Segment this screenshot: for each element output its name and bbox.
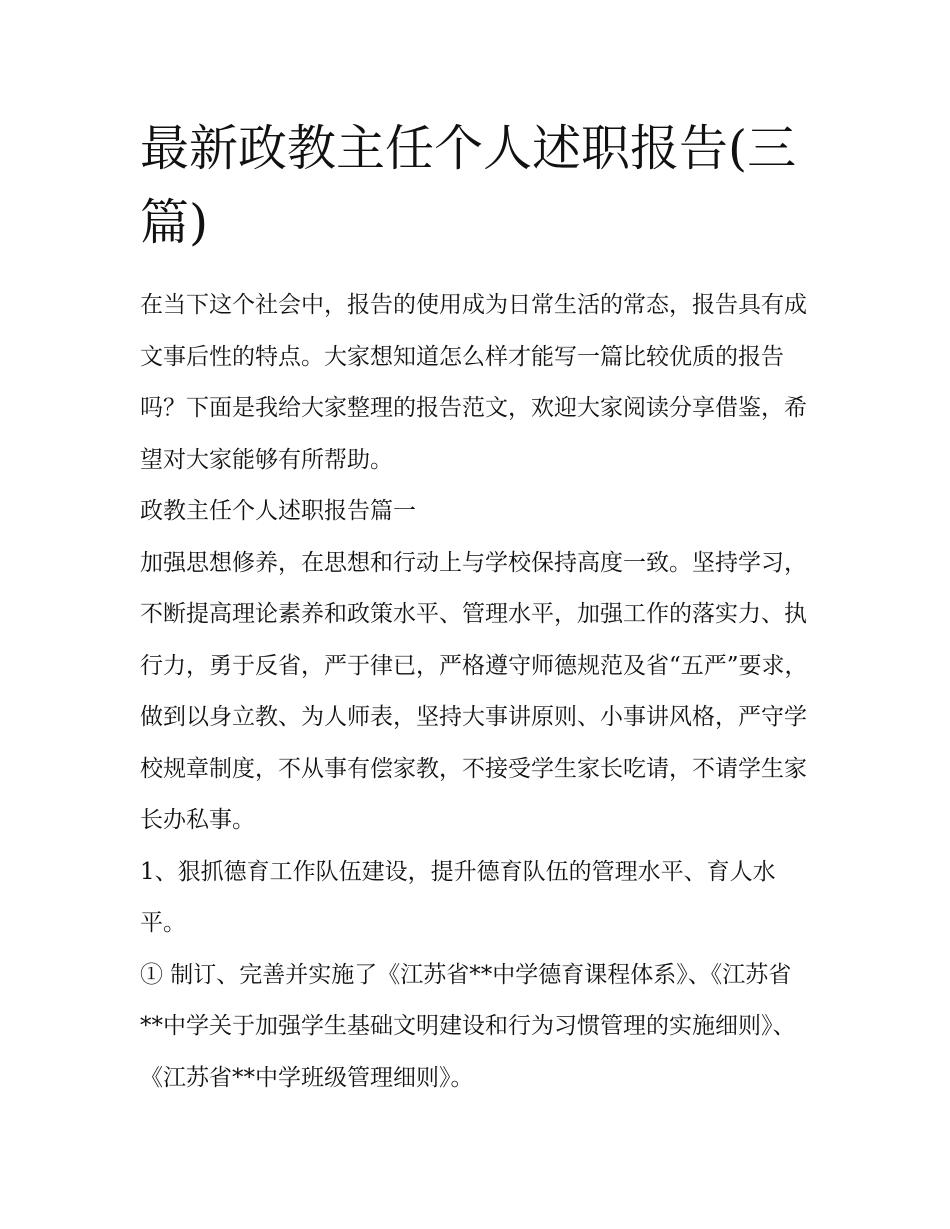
body-paragraph-1: 加强思想修养，在思想和行动上与学校保持高度一致。坚持学习，不断提高理论素养和政策水平、管理水平，加强工作的落实力、执行力，勇于反省，严于律已，严格遵守师德规范及省“五严”要求，做到以身立教、为人师表，坚持大事讲原则、小事讲风格，严守学校规章制度，不从事有偿家教，不接受学生家长吃请，不请学生家长办私事。	[140, 549, 808, 833]
intro-paragraph: 在当下这个社会中，报告的使用成为日常生活的常态，报告具有成文事后性的特点。大家想知道怎么样才能写一篇比较优质的报告吗？下面是我给大家整理的报告范文，欢迎大家阅读分享借鉴，希望对大家能够有所帮助。	[140, 292, 807, 473]
list-subitem-1: ① 制订、完善并实施了《江苏省**中学德育课程体系》、《江苏省**中学关于加强学生基础文明建设和行为习惯管理的实施细则》、《江苏省**中学班级管理细则》。	[140, 961, 796, 1091]
list-item-1: 1、狠抓德育工作队伍建设，提升德育队伍的管理水平、育人水平。	[140, 858, 776, 936]
document-title: 最新政教主任个人述职报告(三篇)	[140, 120, 797, 251]
document-body	[140, 112, 812, 1104]
section-heading: 政教主任个人述职报告篇一	[140, 498, 416, 524]
